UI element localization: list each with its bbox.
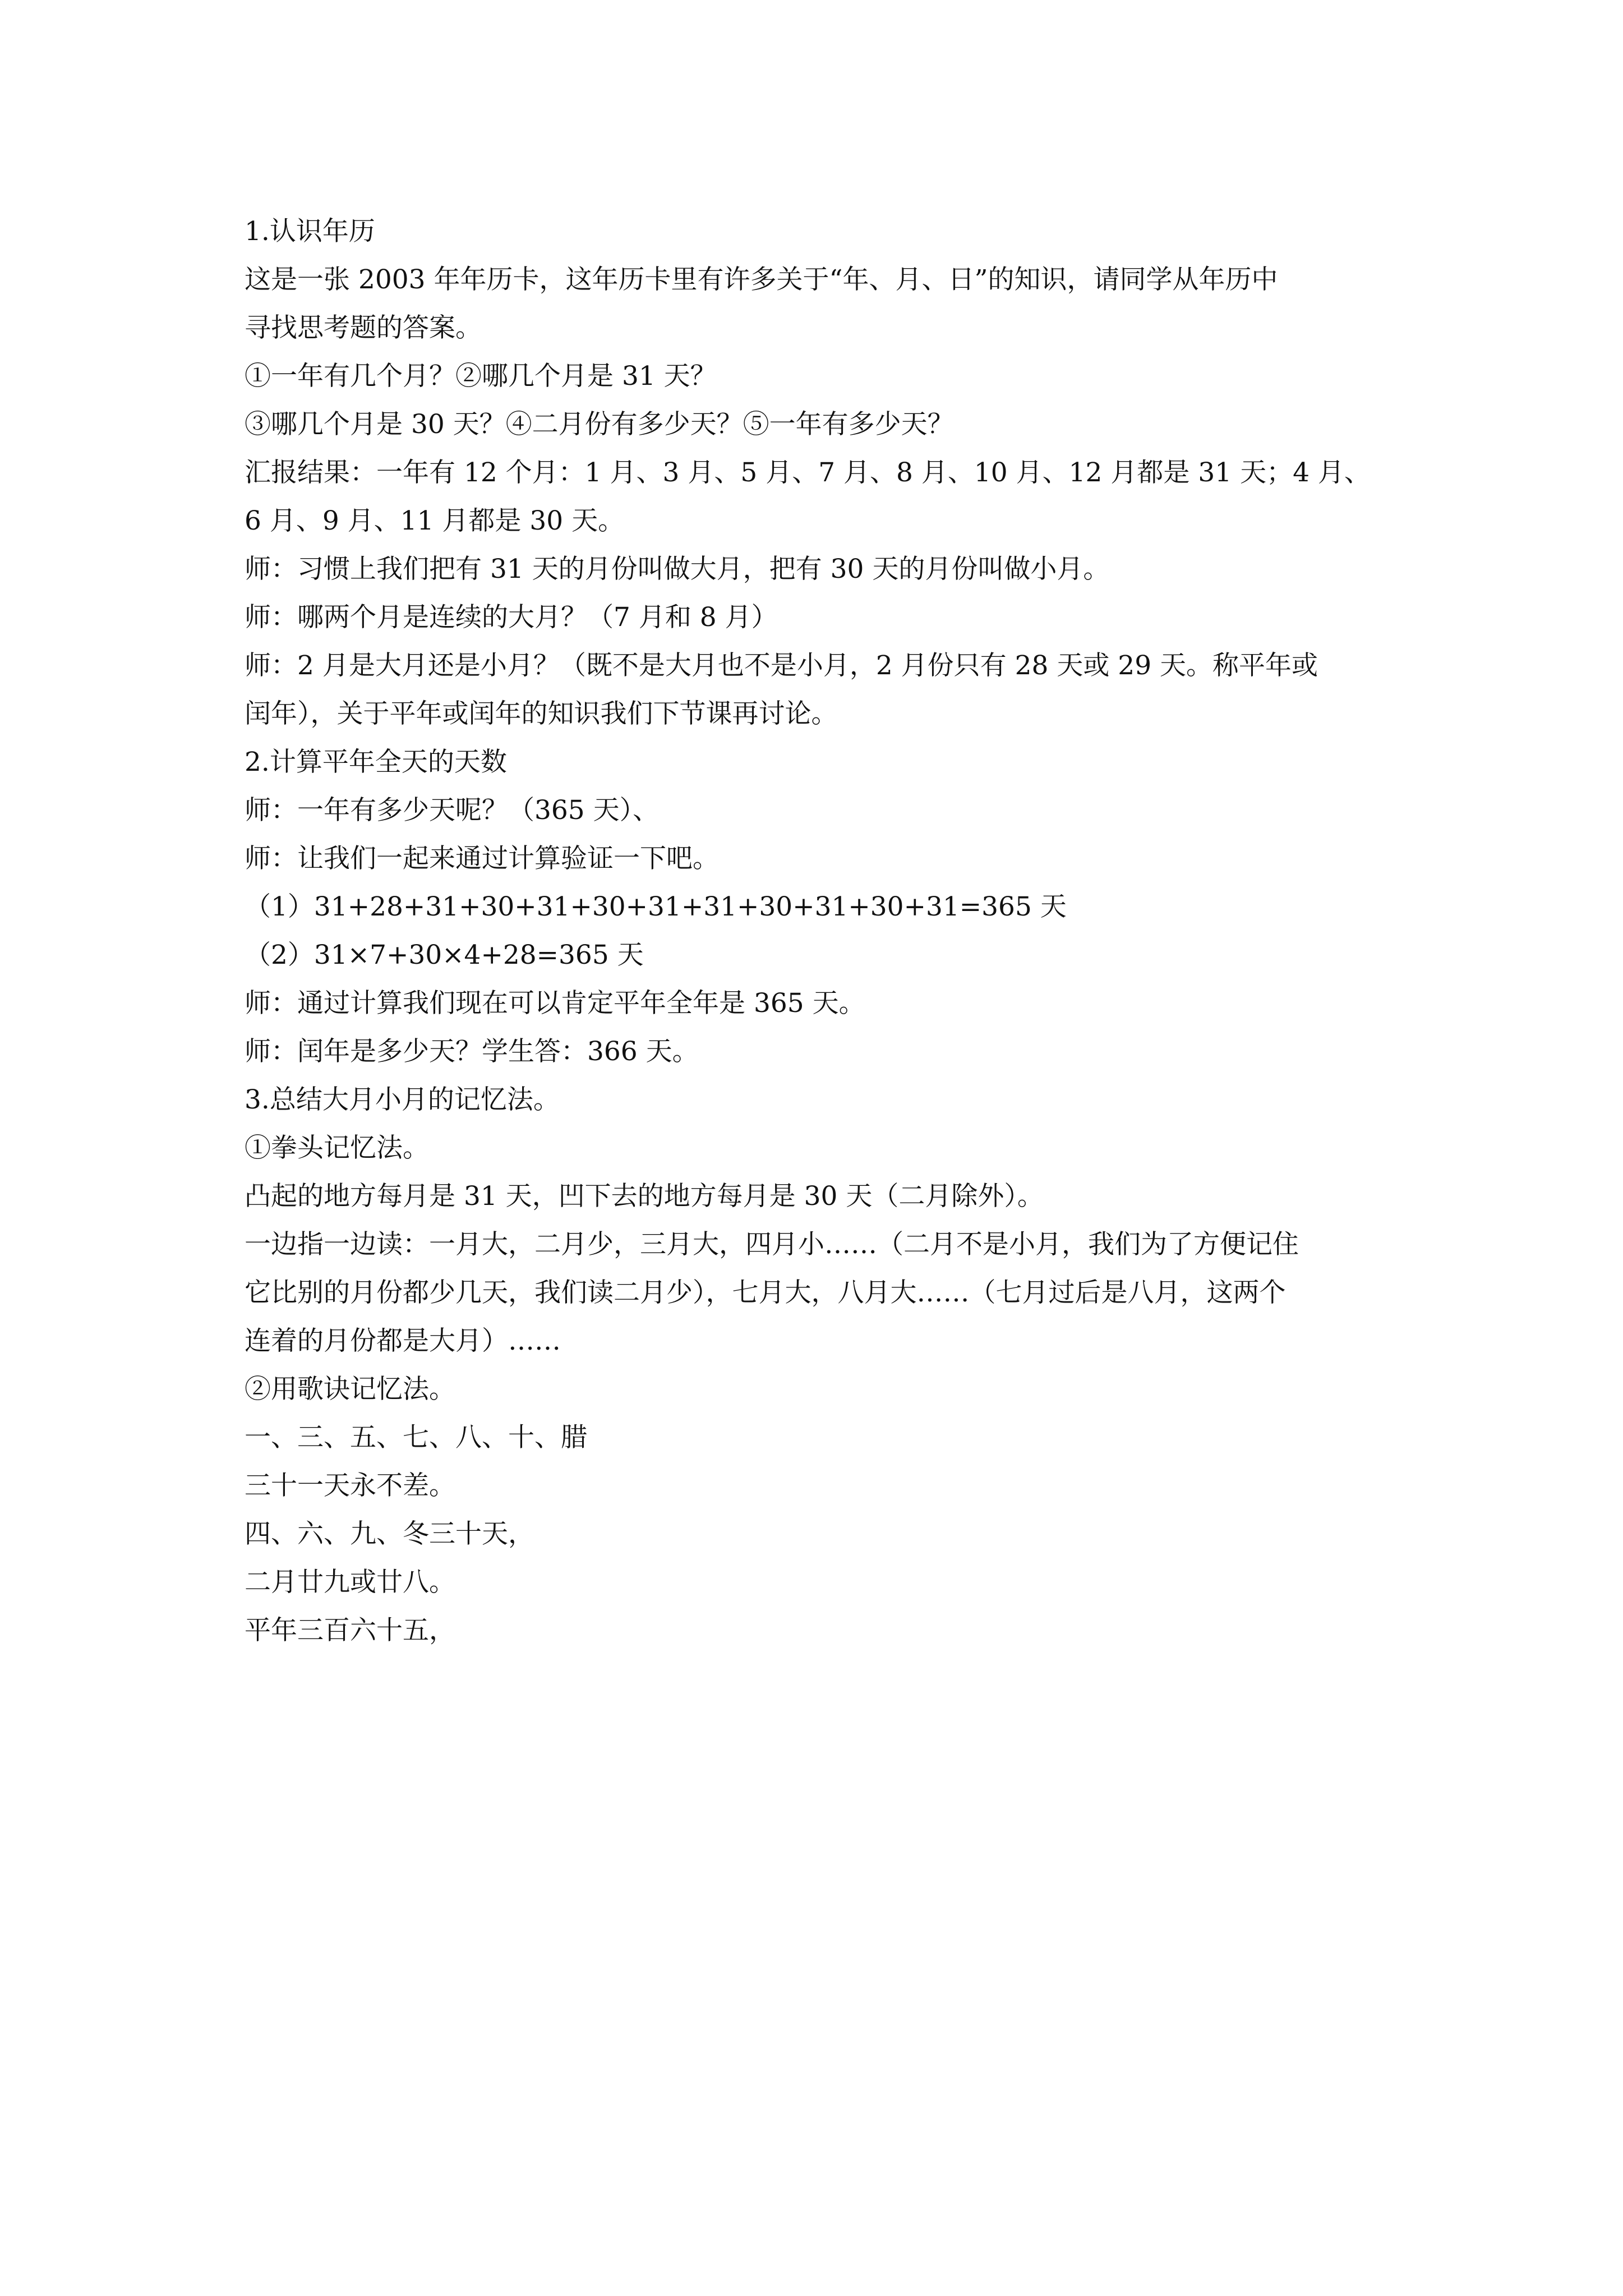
section-heading-2: 2.计算平年全天的天数 bbox=[245, 747, 507, 777]
paragraph-line: 它比别的月份都少几天，我们读二月少），七月大，八月大……（七月过后是八月，这两个 bbox=[245, 1277, 1286, 1308]
question-line: ③哪几个月是 30 天？④二月份有多少天？⑤一年有多少天？ bbox=[245, 409, 954, 440]
paragraph-line: 师：闰年是多少天？学生答：366 天。 bbox=[245, 1036, 699, 1067]
poem-line: 二月廿九或廿八。 bbox=[245, 1567, 455, 1598]
paragraph-line: 连着的月份都是大月）…… bbox=[245, 1326, 561, 1356]
paragraph-line: 闰年），关于平年或闰年的知识我们下节课再讨论。 bbox=[245, 698, 838, 729]
paragraph-line: 师：习惯上我们把有 31 天的月份叫做大月，把有 30 天的月份叫做小月。 bbox=[245, 554, 1110, 585]
poem-line: 一、三、五、七、八、十、腊 bbox=[245, 1422, 587, 1453]
poem-line: 四、六、九、冬三十天， bbox=[245, 1519, 534, 1549]
paragraph-line: 师：通过计算我们现在可以肯定平年全年是 365 天。 bbox=[245, 988, 865, 1019]
poem-line: 三十一天永不差。 bbox=[245, 1470, 455, 1501]
poem-line: 平年三百六十五， bbox=[245, 1615, 455, 1646]
section-heading-3: 3.总结大月小月的记忆法。 bbox=[245, 1084, 560, 1115]
section-heading-1: 1.认识年历 bbox=[245, 216, 375, 247]
paragraph-line: 6 月、9 月、11 月都是 30 天。 bbox=[245, 505, 625, 536]
paragraph-line: 凸起的地方每月是 31 天，凹下去的地方每月是 30 天（二月除外）。 bbox=[245, 1181, 1044, 1212]
paragraph-line: 师：一年有多少天呢？（365 天）、 bbox=[245, 795, 660, 826]
question-line: ①一年有几个月？②哪几个月是 31 天？ bbox=[245, 361, 717, 392]
paragraph-line: 一边指一边读：一月大，二月少，三月大，四月小……（二月不是小月，我们为了方便记住 bbox=[245, 1229, 1299, 1260]
paragraph-line: 师：让我们一起来通过计算验证一下吧。 bbox=[245, 843, 719, 874]
subheading-line: ②用歌诀记忆法。 bbox=[245, 1374, 455, 1405]
subheading-line: ①拳头记忆法。 bbox=[245, 1133, 429, 1163]
paragraph-line: 这是一张 2003 年年历卡，这年历卡里有许多关于“年、月、日”的知识，请同学从年历中 bbox=[245, 264, 1278, 295]
formula-line: （2）31×7+30×4+28=365 天 bbox=[245, 940, 644, 970]
paragraph-line: 汇报结果：一年有 12 个月：1 月、3 月、5 月、7 月、8 月、10 月、12 月都是 31 天；4 月、 bbox=[245, 457, 1371, 488]
paragraph-line: 师：2 月是大月还是小月？（既不是大月也不是小月，2 月份只有 28 天或 29 天。称平年或 bbox=[245, 650, 1318, 681]
paragraph-line: 师：哪两个月是连续的大月？（7 月和 8 月） bbox=[245, 602, 778, 633]
paragraph-line: 寻找思考题的答案。 bbox=[245, 312, 482, 343]
document-body bbox=[245, 208, 1383, 1655]
formula-line: （1）31+28+31+30+31+30+31+31+30+31+30+31=365 天 bbox=[245, 891, 1067, 922]
